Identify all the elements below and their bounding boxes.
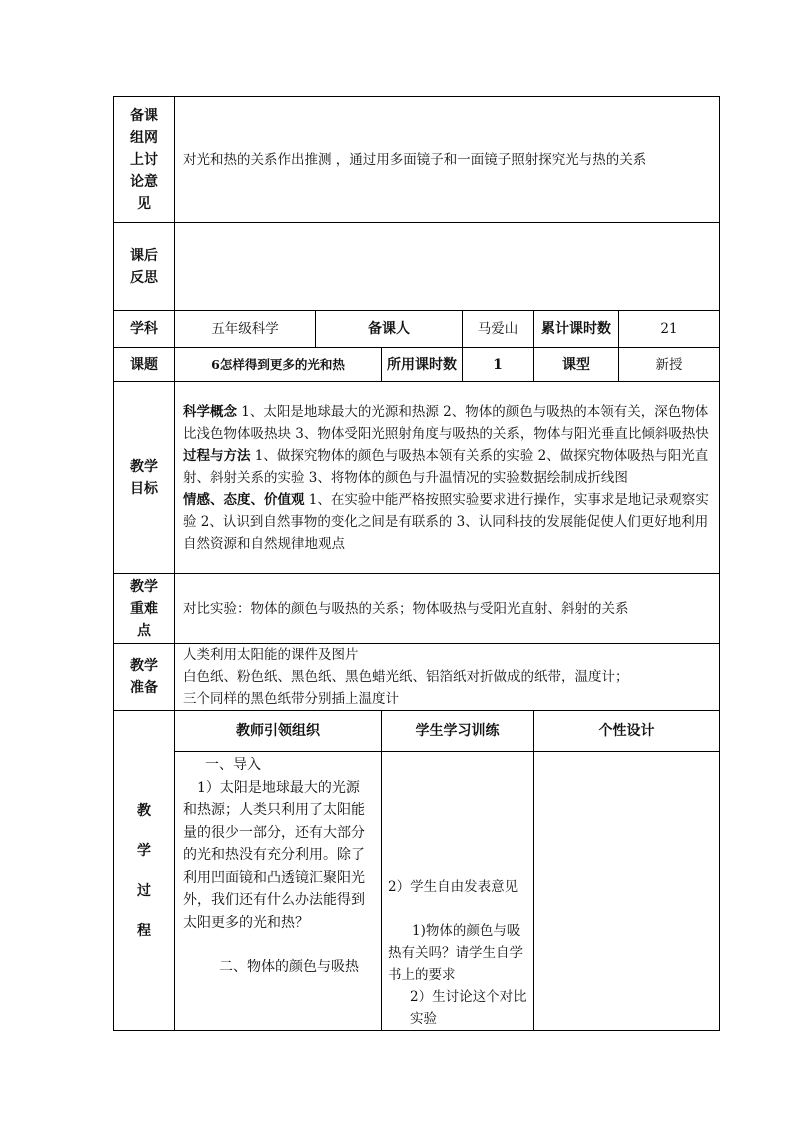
goal-science [183, 401, 711, 445]
subject-value: 五年级科学 [175, 311, 316, 348]
process-label [114, 711, 175, 1031]
hours-total-label: 累计课时数 [534, 311, 619, 348]
goal-emotion [183, 489, 711, 555]
topic-value: 6怎样得到更多的光和热 [175, 348, 382, 382]
preparation-row [114, 644, 720, 711]
preparer-value: 马爱山 [463, 311, 534, 348]
header-student: 学生学习训练 [382, 711, 534, 752]
hours-used-label: 所用课时数 [382, 348, 463, 382]
goal-process [183, 445, 711, 489]
prep-line-2: 白色纸、粉色纸、黑色纸、黑色蜡光纸、铝箔纸对折做成的纸带，温度计； [183, 669, 629, 685]
goal-science-text: 1、太阳是地球最大的光源和热源 2、物体的颜色与吸热的本领有关，深色物体比浅色物体吸热块 3、物体受阳光照射角度与吸热的关系，物体与阳光垂直比倾斜吸热快 [183, 403, 709, 442]
topic-row [114, 348, 720, 382]
discussion-label: 备课组网上讨论意见 [114, 97, 175, 223]
student-1: 2）学生自由发表意见 [388, 879, 519, 895]
header-teacher: 教师引领组织 [175, 711, 382, 752]
hours-total-value: 21 [619, 311, 720, 348]
process-label-text: 教学过程 [137, 802, 151, 939]
key-points-row [114, 574, 720, 644]
preparation-label: 教学准备 [114, 644, 175, 711]
student-2: 1)物体的颜色与吸热有关吗？请学生自学书上的要求 [388, 923, 523, 983]
goal-emotion-text: 1、在实验中能严格按照实验要求进行操作，实事求是地记录观察实验 2、认识到自然事物的变化之间是有联系的 3、认同科技的发展能促使人们更好地利用自然资源和自然规律地观点 [183, 491, 709, 552]
lesson-plan-table [113, 96, 720, 1031]
teacher-part2: 二、物体的颜色与吸热 [219, 959, 359, 975]
discussion-content: 对光和热的关系作出推测 ，通过用多面镜子和一面镜子照射探究光与热的关系 [175, 97, 720, 223]
teacher-column [175, 752, 382, 1031]
goals-label: 教学目标 [114, 382, 175, 574]
personal-column [534, 752, 720, 1031]
goal-science-title: 科学概念 [183, 403, 237, 420]
topic-label: 课题 [114, 348, 175, 382]
goal-process-title: 过程与方法 [183, 447, 251, 464]
goal-emotion-title: 情感、态度、价值观 [183, 491, 305, 508]
reflection-content [175, 223, 720, 311]
process-body-row [114, 752, 720, 1031]
goal-process-text: 1、做探究物体的颜色与吸热本领有关系的实验 2、做探究物体吸热与阳光直射、斜射关系的实验 3、将物体的颜色与升温情况的实验数据绘制成折线图 [183, 447, 709, 486]
preparer-label: 备课人 [316, 311, 463, 348]
teacher-q1: 1）太阳是地球最大的光源和热源；人类只利用了太阳能量的很少一部分，还有大部分的光和热没有充分利用。除了利用凹面镜和凸透镜汇聚阳光外，我们还有什么办法能得到太阳更多的光和热？ [183, 779, 365, 931]
key-points-content: 对比实验：物体的颜色与吸热的关系；物体吸热与受阳光直射、斜射的关系 [175, 574, 720, 644]
goals-row [114, 382, 720, 574]
key-points-label: 教学重难点 [114, 574, 175, 644]
hours-used-value: 1 [463, 348, 534, 382]
type-value: 新授 [619, 348, 720, 382]
discussion-row [114, 97, 720, 223]
teacher-intro: 一、导入 [205, 757, 261, 773]
goals-content [175, 382, 720, 574]
process-header-row [114, 711, 720, 752]
student-column [382, 752, 534, 1031]
header-personal: 个性设计 [534, 711, 720, 752]
prep-line-3: 三个同样的黑色纸带分别插上温度计 [183, 691, 399, 707]
subject-label: 学科 [114, 311, 175, 348]
subject-row [114, 311, 720, 348]
prep-line-1: 人类利用太阳能的课件及图片 [183, 647, 359, 663]
student-3: 2）生讨论这个对比实验 [410, 989, 527, 1027]
reflection-row [114, 223, 720, 311]
reflection-label: 课后反思 [114, 223, 175, 311]
type-label: 课型 [534, 348, 619, 382]
preparation-content [175, 644, 720, 711]
